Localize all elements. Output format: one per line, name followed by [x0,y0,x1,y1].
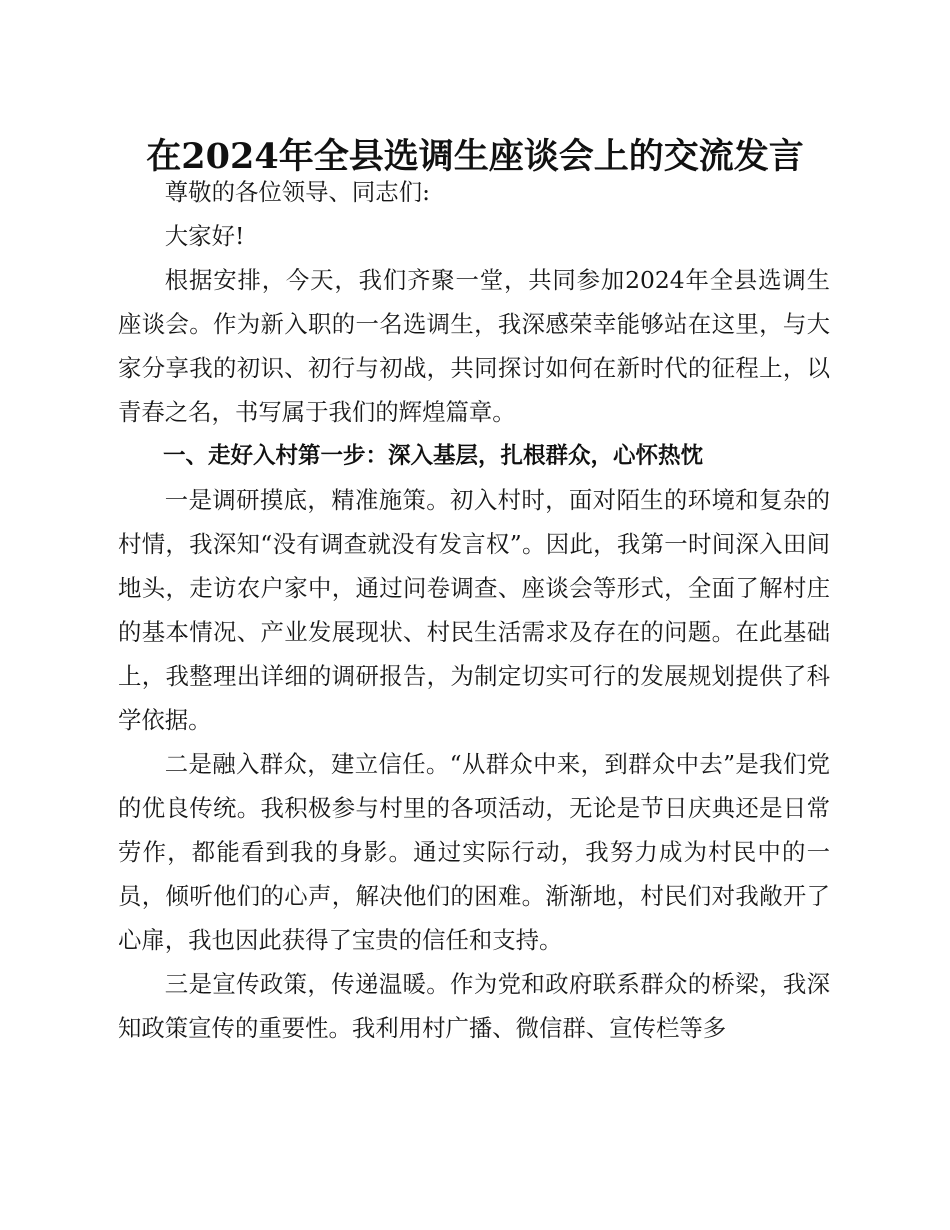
greeting: 大家好! [164,222,245,250]
document-body [118,170,830,1050]
body-paragraph-1: 一是调研摸底，精准施策。初入村时，面对陌生的环境和复杂的村情，我深知“没有调查就没有发言权”。因此，我第一时间深入田间地头，走访农户家中，通过问卷调查、座谈会等形式，全面了解村庄的基本情况、产业发展现状、村民生活需求及存在的问题。在此基础上，我整理出详细的调研报告，为制定切实可行的发展规划提供了科学依据。 [118,486,830,734]
body-paragraph-3: 三是宣传政策，传递温暖。作为党和政府联系群众的桥梁，我深知政策宣传的重要性。我利用村广播、微信群、宣传栏等多 [118,970,830,1042]
body-paragraph-2: 二是融入群众，建立信任。“从群众中来，到群众中去”是我们党的优良传统。我积极参与村里的各项活动，无论是节日庆典还是日常劳作，都能看到我的身影。通过实际行动，我努力成为村民中的一员，倾听他们的心声，解决他们的困难。渐渐地，村民们对我敞开了心扉，我也因此获得了宝贵的信任和支持。 [118,750,830,954]
intro-paragraph: 根据安排，今天，我们齐聚一堂，共同参加2024年全县选调生座谈会。作为新入职的一名选调生，我深感荣幸能够站在这里，与大家分享我的初识、初行与初战，共同探讨如何在新时代的征程上，以青春之名，书写属于我们的辉煌篇章。 [118,266,830,426]
salutation: 尊敬的各位领导、同志们: [164,178,430,206]
document-title: 在2024年全县选调生座谈会上的交流发言 [146,136,804,177]
section-heading-1: 一、走好入村第一步：深入基层，扎根群众，心怀热忱 [163,443,704,469]
